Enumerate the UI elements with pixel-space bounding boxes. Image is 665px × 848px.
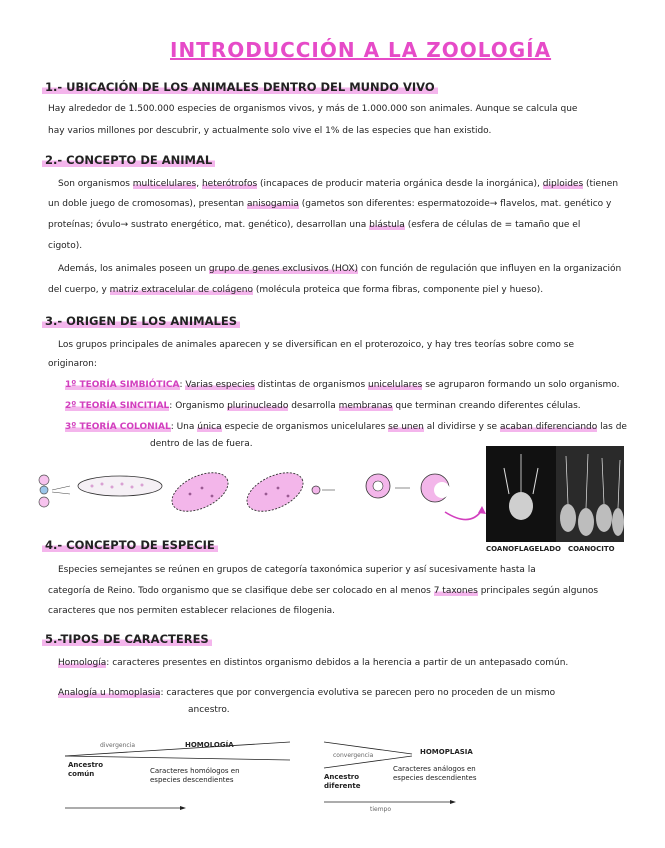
analogia-label: Analogía u homoplasia	[58, 688, 161, 698]
theory-2: 2º TEORÍA SINCITIAL: Organismo plurinucleado desarrolla membranas que terminan creando diferentes células.	[65, 401, 581, 411]
section-2-line-4: cigoto).	[48, 241, 83, 251]
choanocyte-photo	[556, 446, 624, 542]
theory-3: 3º TEORÍA COLONIAL: Una única especie de organismos unicelulares se unen al dividirse y se acaban diferenciando las de	[65, 422, 627, 432]
theory-1-label: 1º TEORÍA SIMBIÓTICA	[65, 380, 180, 390]
section-2-line-1: Son organismos multicelulares, heterótrofos (incapaces de producir materia orgánica desde la inorgánica), diploides (tienen	[58, 179, 619, 189]
section-3-line-2: originaron:	[48, 359, 97, 369]
section-2-line-5: Además, los animales poseen un grupo de genes exclusivos (HOX) con función de regulación que influyen en la organización	[58, 264, 622, 274]
ancestro-comun-1: Ancestro	[68, 761, 104, 769]
section-1-line-2: hay varios millones por descubrir, y actualmente solo vive el 1% de las especies que han existido.	[48, 126, 492, 136]
analogia-definition-line-2: ancestro.	[188, 705, 230, 715]
ancestro-comun-2: común	[68, 770, 95, 778]
term-7-taxones: 7 taxones	[433, 586, 478, 596]
page-title: INTRODUCCIÓN A LA ZOOLOGÍA	[170, 38, 552, 62]
term-anisogamia: anisogamia	[246, 199, 299, 209]
term-colageno: matriz extracelular de colágeno	[109, 285, 253, 295]
section-1-line-1: Hay alrededor de 1.500.000 especies de organismos vivos, y más de 1.000.000 son animales. Aunque se calcula que	[48, 104, 578, 114]
divergencia-label: divergencia	[100, 742, 136, 749]
term-multicelulares: multicelulares	[132, 179, 197, 189]
theory-2-label: 2º TEORÍA SINCITIAL	[65, 401, 170, 411]
term-diploides: diploides	[542, 179, 584, 189]
section-3-heading: 3.- ORIGEN DE LOS ANIMALES	[42, 314, 240, 328]
section-4-line-2: categoría de Reino. Todo organismo que se clasifique debe ser colocado en al menos 7 taxones principales según algunos	[48, 586, 599, 596]
ancestro-diferente-2: diferente	[324, 782, 361, 790]
theory-3-line-2: dentro de las de fuera.	[150, 439, 253, 449]
section-4-line-1: Especies semejantes se reúnen en grupos de categoría taxonómica superior y así sucesivamente hasta la	[58, 565, 536, 575]
colonial-theory-illustration	[30, 450, 490, 530]
section-4-line-3: caracteres que nos permiten establecer relaciones de filogenia.	[48, 606, 336, 616]
theory-1: 1º TEORÍA SIMBIÓTICA: Varias especies distintas de organismos unicelulares se agruparon formando un solo organismo.	[65, 380, 620, 390]
homologos-caption-2: especies descendientes	[150, 776, 234, 784]
section-1-heading: 1.- UBICACIÓN DE LOS ANIMALES DENTRO DEL MUNDO VIVO	[42, 80, 438, 94]
term-heterotrofos: heterótrofos	[201, 179, 258, 189]
homologia-label: Homología	[58, 658, 107, 668]
term-hox: grupo de genes exclusivos (HOX)	[208, 264, 358, 274]
choanocyte-caption: COANOCITO	[568, 545, 615, 553]
homoplasia-diagram-title: HOMOPLASIA	[420, 748, 473, 756]
section-3-line-1: Los grupos principales de animales aparecen y se diversifican en el proterozoico, y hay tres teorías sobre como se	[58, 340, 575, 350]
section-4-heading: 4.- CONCEPTO DE ESPECIE	[42, 538, 218, 552]
homologia-diagram-title: HOMOLOGÍA	[185, 741, 234, 749]
analogos-caption-2: especies descendientes	[393, 774, 477, 782]
section-2-line-2: un doble juego de cromosomas), presentan anisogamia (gametos son diferentes: espermatozoide→ flavelos, mat. genético y	[48, 199, 612, 209]
choanoflagellate-caption: COANOFLAGELADO	[486, 545, 561, 553]
section-2-heading: 2.- CONCEPTO DE ANIMAL	[42, 153, 215, 167]
analogos-caption-1: Caracteres análogos en	[393, 765, 476, 773]
section-2-line-3: proteínas; óvulo→ sustrato energético, mat. genético), desarrollan una blástula (esfera de células de = tamaño que el	[48, 220, 581, 230]
analogia-definition: Analogía u homoplasia: caracteres que por convergencia evolutiva se parecen pero no proceden de un mismo	[58, 688, 556, 698]
homologia-definition: Homología: caracteres presentes en distintos organismo debidos a la herencia a partir de un antepasado común.	[58, 658, 569, 668]
section-2-line-6: del cuerpo, y matriz extracelular de colágeno (molécula proteica que forma fibras, componente piel y hueso).	[48, 285, 544, 295]
ancestro-diferente-1: Ancestro	[324, 773, 360, 781]
theory-3-label: 3º TEORÍA COLONIAL	[65, 422, 171, 432]
section-5-heading: 5.-TIPOS DE CARACTERES	[42, 632, 212, 646]
tiempo-label: tiempo	[370, 806, 392, 813]
convergencia-label: convergencia	[333, 752, 374, 759]
choanoflagellate-photo	[486, 446, 556, 542]
homologos-caption-1: Caracteres homólogos en	[150, 767, 240, 775]
term-blastula: blástula	[369, 220, 405, 230]
